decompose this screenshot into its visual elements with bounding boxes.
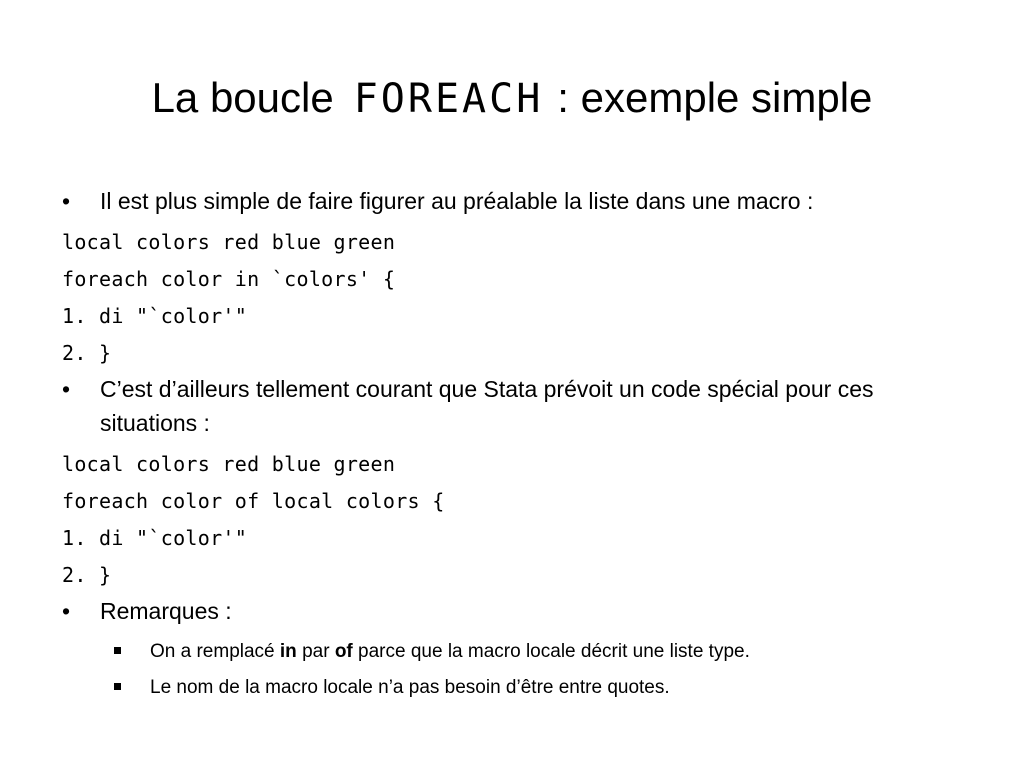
slide-title [0, 70, 1024, 127]
code-line: local colors red blue green [62, 452, 396, 476]
sub-bullet-item [62, 634, 962, 670]
slide-content [62, 184, 962, 706]
remark-text: parce que la macro locale décrit une liste type. [352, 641, 750, 662]
bullet-text: C’est d’ailleurs tellement courant que Stata prévoit un code spécial pour ces situations : [100, 376, 874, 436]
bullet-text: Remarques : [100, 598, 232, 624]
bullet-item [62, 184, 962, 218]
code-line: 1. di "`color'" [62, 526, 248, 550]
code-line: foreach color in `colors' { [62, 267, 396, 291]
bullet-item [62, 594, 962, 628]
bullet-dot: • [62, 598, 71, 624]
remark-text: On a remplacé [150, 641, 280, 662]
code-line: foreach color of local colors { [62, 489, 445, 513]
square-bullet-icon [114, 683, 121, 690]
bullet-dot: • [62, 376, 71, 402]
code-line: 2. } [62, 563, 112, 587]
remark-text: Le nom de la macro locale n’a pas besoin d’être entre quotes. [150, 677, 670, 698]
square-bullet-icon [114, 647, 121, 654]
code-line: 1. di "`color'" [62, 304, 248, 328]
remark-keyword-of: of [334, 641, 353, 662]
bullet-dot: • [62, 188, 71, 214]
remark-text: par [296, 641, 335, 662]
title-keyword: FOREACH [353, 76, 544, 122]
code-line: local colors red blue green [62, 230, 396, 254]
sub-bullet-item [62, 670, 962, 706]
title-text-end: : exemple simple [557, 74, 873, 121]
code-line: 2. } [62, 341, 112, 365]
bullet-text: Il est plus simple de faire figurer au préalable la liste dans une macro : [100, 188, 814, 214]
remark-keyword-in: in [279, 641, 297, 662]
code-block-2 [62, 446, 962, 594]
code-block-1 [62, 224, 962, 372]
title-text-start: La boucle [151, 74, 334, 121]
bullet-item [62, 372, 962, 440]
